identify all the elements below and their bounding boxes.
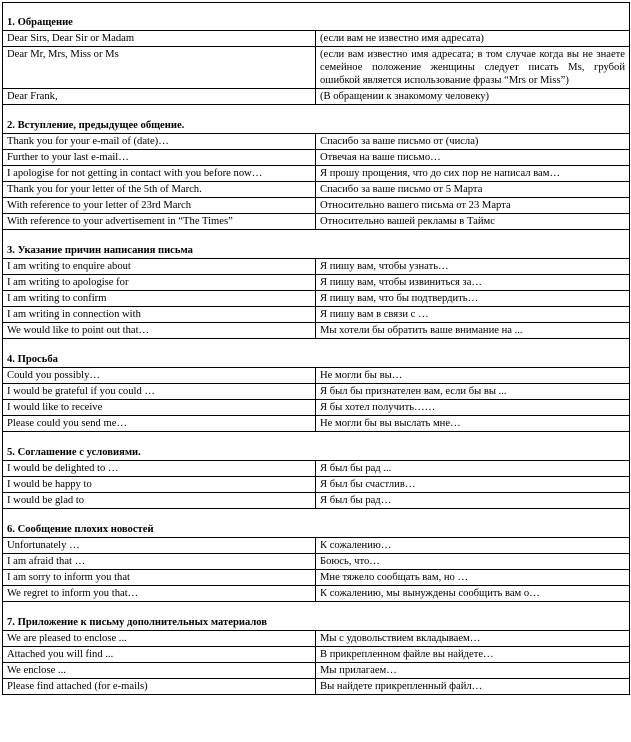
table-row xyxy=(3,89,630,105)
table-row xyxy=(3,400,630,416)
section-title: 3. Указание причин написания письма xyxy=(3,230,630,259)
russian-translation: (В обращении к знакомому человеку) xyxy=(316,89,630,105)
english-phrase: I apologise for not getting in contact with you before now… xyxy=(3,166,316,182)
english-phrase: Dear Frank, xyxy=(3,89,316,105)
section-header xyxy=(3,432,630,461)
table-row xyxy=(3,323,630,339)
russian-translation: Я пишу вам, чтобы узнать… xyxy=(316,259,630,275)
table-row xyxy=(3,679,630,695)
russian-translation: Боюсь, что… xyxy=(316,554,630,570)
table-row xyxy=(3,368,630,384)
russian-translation: Я был бы рад… xyxy=(316,493,630,509)
english-phrase: I am afraid that … xyxy=(3,554,316,570)
english-phrase: I would like to receive xyxy=(3,400,316,416)
english-phrase: I am writing in connection with xyxy=(3,307,316,323)
russian-translation: Я был бы признателен вам, если бы вы ... xyxy=(316,384,630,400)
section-header xyxy=(3,105,630,134)
table-row xyxy=(3,384,630,400)
table-row xyxy=(3,134,630,150)
table-row xyxy=(3,586,630,602)
table-row xyxy=(3,554,630,570)
russian-translation: Я бы хотел получить…… xyxy=(316,400,630,416)
section-header xyxy=(3,602,630,631)
english-phrase: I would be happy to xyxy=(3,477,316,493)
table-row xyxy=(3,416,630,432)
english-phrase: I am sorry to inform you that xyxy=(3,570,316,586)
section-title: 2. Вступление, предыдущее общение. xyxy=(3,105,630,134)
english-phrase: Please could you send me… xyxy=(3,416,316,432)
english-phrase: With reference to your advertisement in “The Times” xyxy=(3,214,316,230)
table-row xyxy=(3,570,630,586)
russian-translation: Не могли бы вы выслать мне… xyxy=(316,416,630,432)
table-row xyxy=(3,31,630,47)
english-phrase: I am writing to enquire about xyxy=(3,259,316,275)
russian-translation: Спасибо за ваше письмо от (числа) xyxy=(316,134,630,150)
russian-translation: Мы прилагаем… xyxy=(316,663,630,679)
table-row xyxy=(3,166,630,182)
table-row xyxy=(3,198,630,214)
english-phrase: With reference to your letter of 23rd March xyxy=(3,198,316,214)
table-row xyxy=(3,538,630,554)
russian-translation: К сожалению, мы вынуждены сообщить вам о… xyxy=(316,586,630,602)
english-phrase: Further to your last e-mail… xyxy=(3,150,316,166)
english-phrase: Thank you for your e-mail of (date)… xyxy=(3,134,316,150)
table-row xyxy=(3,663,630,679)
section-title: 7. Приложение к письму дополнительных материалов xyxy=(3,602,630,631)
english-phrase: I would be glad to xyxy=(3,493,316,509)
table-row xyxy=(3,182,630,198)
russian-translation: Мы хотели бы обратить ваше внимание на ... xyxy=(316,323,630,339)
russian-translation: (если вам известно имя адресата; в том случае когда вы не знаете семейное положение женщины следует писать Ms, грубой ошибкой является использование фразы “Mrs or Miss”) xyxy=(316,47,630,89)
english-phrase: We are pleased to enclose ... xyxy=(3,631,316,647)
table-row xyxy=(3,307,630,323)
section-header xyxy=(3,339,630,368)
russian-translation: Относительно вашего письма от 23 Марта xyxy=(316,198,630,214)
russian-translation: Мне тяжело сообщать вам, но … xyxy=(316,570,630,586)
section-title: 5. Соглашение с условиями. xyxy=(3,432,630,461)
section-header xyxy=(3,3,630,31)
table-row xyxy=(3,493,630,509)
english-phrase: Could you possibly… xyxy=(3,368,316,384)
english-phrase: We would like to point out that… xyxy=(3,323,316,339)
english-phrase: We enclose ... xyxy=(3,663,316,679)
russian-translation: В прикрепленном файле вы найдете… xyxy=(316,647,630,663)
english-phrase: I am writing to confirm xyxy=(3,291,316,307)
russian-translation: Мы с удовольствием вкладываем… xyxy=(316,631,630,647)
russian-translation: Спасибо за ваше письмо от 5 Марта xyxy=(316,182,630,198)
section-header xyxy=(3,509,630,538)
russian-translation: Относительно вашей рекламы в Таймс xyxy=(316,214,630,230)
english-phrase: Thank you for your letter of the 5th of March. xyxy=(3,182,316,198)
english-phrase: Please find attached (for e-mails) xyxy=(3,679,316,695)
english-phrase: Dear Sirs, Dear Sir or Madam xyxy=(3,31,316,47)
russian-translation: Я прошу прощения, что до сих пор не написал вам… xyxy=(316,166,630,182)
section-title: 1. Обращение xyxy=(3,3,630,31)
table-row xyxy=(3,477,630,493)
russian-translation: Я был бы счастлив… xyxy=(316,477,630,493)
russian-translation: Вы найдете прикрепленный файл… xyxy=(316,679,630,695)
english-phrase: We regret to inform you that… xyxy=(3,586,316,602)
russian-translation: Отвечая на ваше письмо… xyxy=(316,150,630,166)
table-row xyxy=(3,47,630,89)
table-row xyxy=(3,291,630,307)
phrases-table-body xyxy=(3,3,630,695)
english-phrase: Attached you will find ... xyxy=(3,647,316,663)
russian-translation: Я пишу вам в связи с … xyxy=(316,307,630,323)
section-title: 4. Просьба xyxy=(3,339,630,368)
table-row xyxy=(3,214,630,230)
table-row xyxy=(3,631,630,647)
russian-translation: Я пишу вам, чтобы извиниться за… xyxy=(316,275,630,291)
english-phrase: Unfortunately … xyxy=(3,538,316,554)
english-phrase: Dear Mr, Mrs, Miss or Ms xyxy=(3,47,316,89)
table-row xyxy=(3,647,630,663)
table-row xyxy=(3,150,630,166)
russian-translation: Я был бы рад ... xyxy=(316,461,630,477)
russian-translation: Не могли бы вы… xyxy=(316,368,630,384)
russian-translation: (если вам не известно имя адресата) xyxy=(316,31,630,47)
english-phrase: I am writing to apologise for xyxy=(3,275,316,291)
table-row xyxy=(3,259,630,275)
section-title: 6. Сообщение плохих новостей xyxy=(3,509,630,538)
english-phrase: I would be grateful if you could … xyxy=(3,384,316,400)
phrases-table xyxy=(2,2,630,695)
table-row xyxy=(3,461,630,477)
russian-translation: Я пишу вам, что бы подтвердить… xyxy=(316,291,630,307)
table-row xyxy=(3,275,630,291)
english-phrase: I would be delighted to … xyxy=(3,461,316,477)
section-header xyxy=(3,230,630,259)
russian-translation: К сожалению… xyxy=(316,538,630,554)
